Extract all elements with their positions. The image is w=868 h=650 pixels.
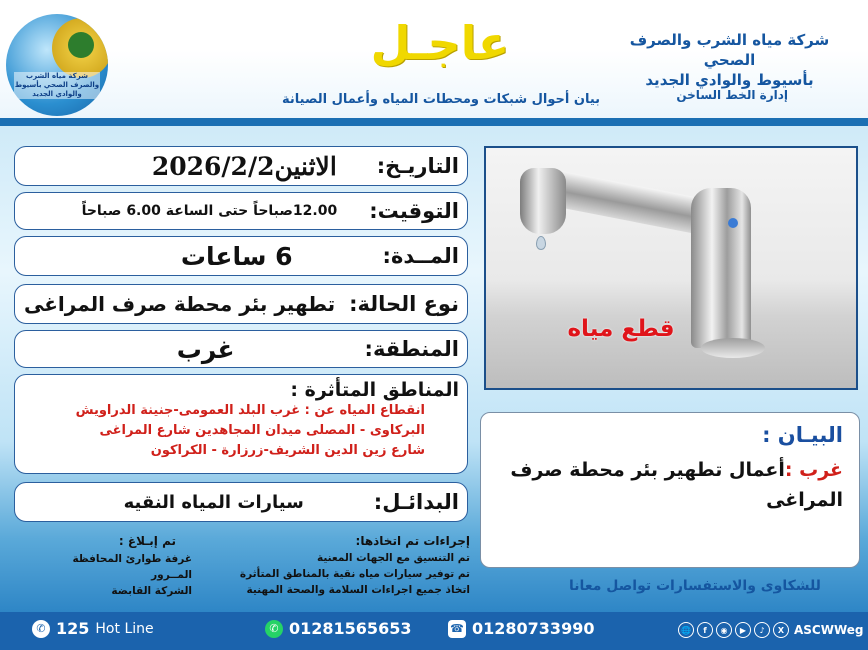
urgent-title: عاجـل — [370, 16, 510, 70]
hotline-number: 125 — [56, 619, 90, 638]
tiktok-icon[interactable]: ♪ — [754, 622, 770, 638]
notified-item: غرفة طوارئ المحافظة — [72, 553, 192, 565]
page-subtitle: بيان أحوال شبكات ومحطات المياه وأعمال الصيانة — [282, 92, 601, 107]
phone-number: 01280733990 — [472, 619, 595, 638]
statement-text-block — [497, 455, 843, 515]
social-links — [678, 622, 864, 638]
company-logo — [6, 14, 108, 116]
time-row — [14, 192, 468, 230]
social-handle[interactable]: ASCWWeg — [794, 623, 864, 637]
whatsapp-number: 01281565653 — [289, 619, 412, 638]
facebook-icon[interactable]: f — [697, 622, 713, 638]
whatsapp-contact[interactable] — [265, 619, 411, 638]
phone-bubble-icon: ✆ — [32, 620, 50, 638]
whatsapp-icon: ✆ — [265, 620, 283, 638]
notified-item: المــرور — [151, 569, 192, 581]
company-name-line2: بأسيوط والوادي الجديد — [645, 71, 814, 89]
affected-area-line: انقطاع المياه عن : غرب البلد العمومى-جنينة الدراويش — [75, 403, 425, 418]
web-icon[interactable]: 🌐 — [678, 622, 694, 638]
duration-label: المــدة: — [382, 244, 459, 268]
faucet-body — [691, 188, 751, 348]
affected-areas-box — [14, 374, 468, 474]
water-cut-caption: قطع مياه — [567, 316, 675, 342]
affected-area-line: البركاوى - المصلى ميدان المجاهدين شارع المراغى — [99, 423, 425, 438]
action-item: تم التنسيق مع الجهات المعنية — [316, 552, 470, 564]
instagram-icon[interactable]: ◉ — [716, 622, 732, 638]
statement-label: البيـان : — [762, 423, 843, 447]
date-value: الاثنين2026/2/2 — [151, 151, 337, 181]
department-name: إدارة الخط الساخن — [676, 88, 788, 102]
faucet-photo — [484, 146, 858, 390]
logo-text: شركة مياه الشرب والصرف الصحي بأسيوط والوادي الجديد — [14, 72, 100, 98]
notified-item: الشركة القابضة — [111, 585, 192, 597]
hotline-label: Hot Line — [95, 620, 154, 637]
header-divider — [0, 118, 868, 126]
company-name-line1: شركة مياه الشرب والصرف الصحي — [629, 31, 830, 69]
hotline-contact[interactable] — [32, 619, 154, 638]
date-row — [14, 146, 468, 186]
region-label: المنطقة: — [364, 337, 459, 361]
region-value: غرب — [176, 334, 235, 364]
complaints-line: للشكاوى والاستفسارات تواصل معانا — [569, 578, 821, 594]
alternatives-row — [14, 482, 468, 522]
logo-emblem — [52, 18, 108, 78]
header — [0, 0, 868, 126]
action-item: تم توفير سيارات مياه نقية بالمناطق المتأثرة — [239, 568, 470, 580]
phone-contact[interactable] — [448, 619, 594, 638]
duration-value: 6 ساعات — [180, 241, 293, 271]
duration-row — [14, 236, 468, 276]
notified-parties — [24, 534, 192, 599]
x-icon[interactable]: X — [773, 622, 789, 638]
alternatives-value: سيارات المياه النقيه — [123, 491, 304, 513]
statement-text: أعمال تطهير بئر محطة صرف المراغى — [510, 459, 843, 511]
region-row — [14, 330, 468, 368]
time-value: 12.00صباحاً حتى الساعة 6.00 صباحاً — [81, 203, 338, 219]
company-name — [607, 30, 852, 90]
affected-areas-label: المناطق المتأثرة : — [290, 379, 459, 401]
actions-taken — [198, 534, 470, 598]
statement-region: غرب : — [784, 459, 843, 481]
notified-heading: تم إبـلاغ : — [118, 534, 176, 548]
case-type-row — [14, 284, 468, 324]
faucet-spout — [520, 168, 566, 234]
phone-icon: ☎ — [448, 620, 466, 638]
footer — [0, 612, 868, 650]
statement-box — [480, 412, 860, 568]
alternatives-label: البدائـل: — [373, 490, 459, 514]
action-item: اتخاذ جميع اجراءات السلامة والصحة المهنية — [246, 584, 470, 596]
actions-heading: إجراءات تم اتخاذها: — [355, 534, 470, 548]
youtube-icon[interactable]: ▶ — [735, 622, 751, 638]
affected-area-line: شارع زين الدين الشريف-زرزارة - الكراكون — [150, 443, 425, 458]
date-label: التاريـخ: — [376, 154, 459, 178]
faucet-base-ring — [701, 338, 765, 358]
water-drop-icon — [536, 236, 546, 250]
case-type-value: تطهير بئر محطة صرف المراغى — [24, 292, 336, 316]
faucet-indicator — [728, 218, 738, 228]
time-label: التوقيت: — [369, 199, 459, 223]
case-type-label: نوع الحالة: — [349, 292, 459, 316]
